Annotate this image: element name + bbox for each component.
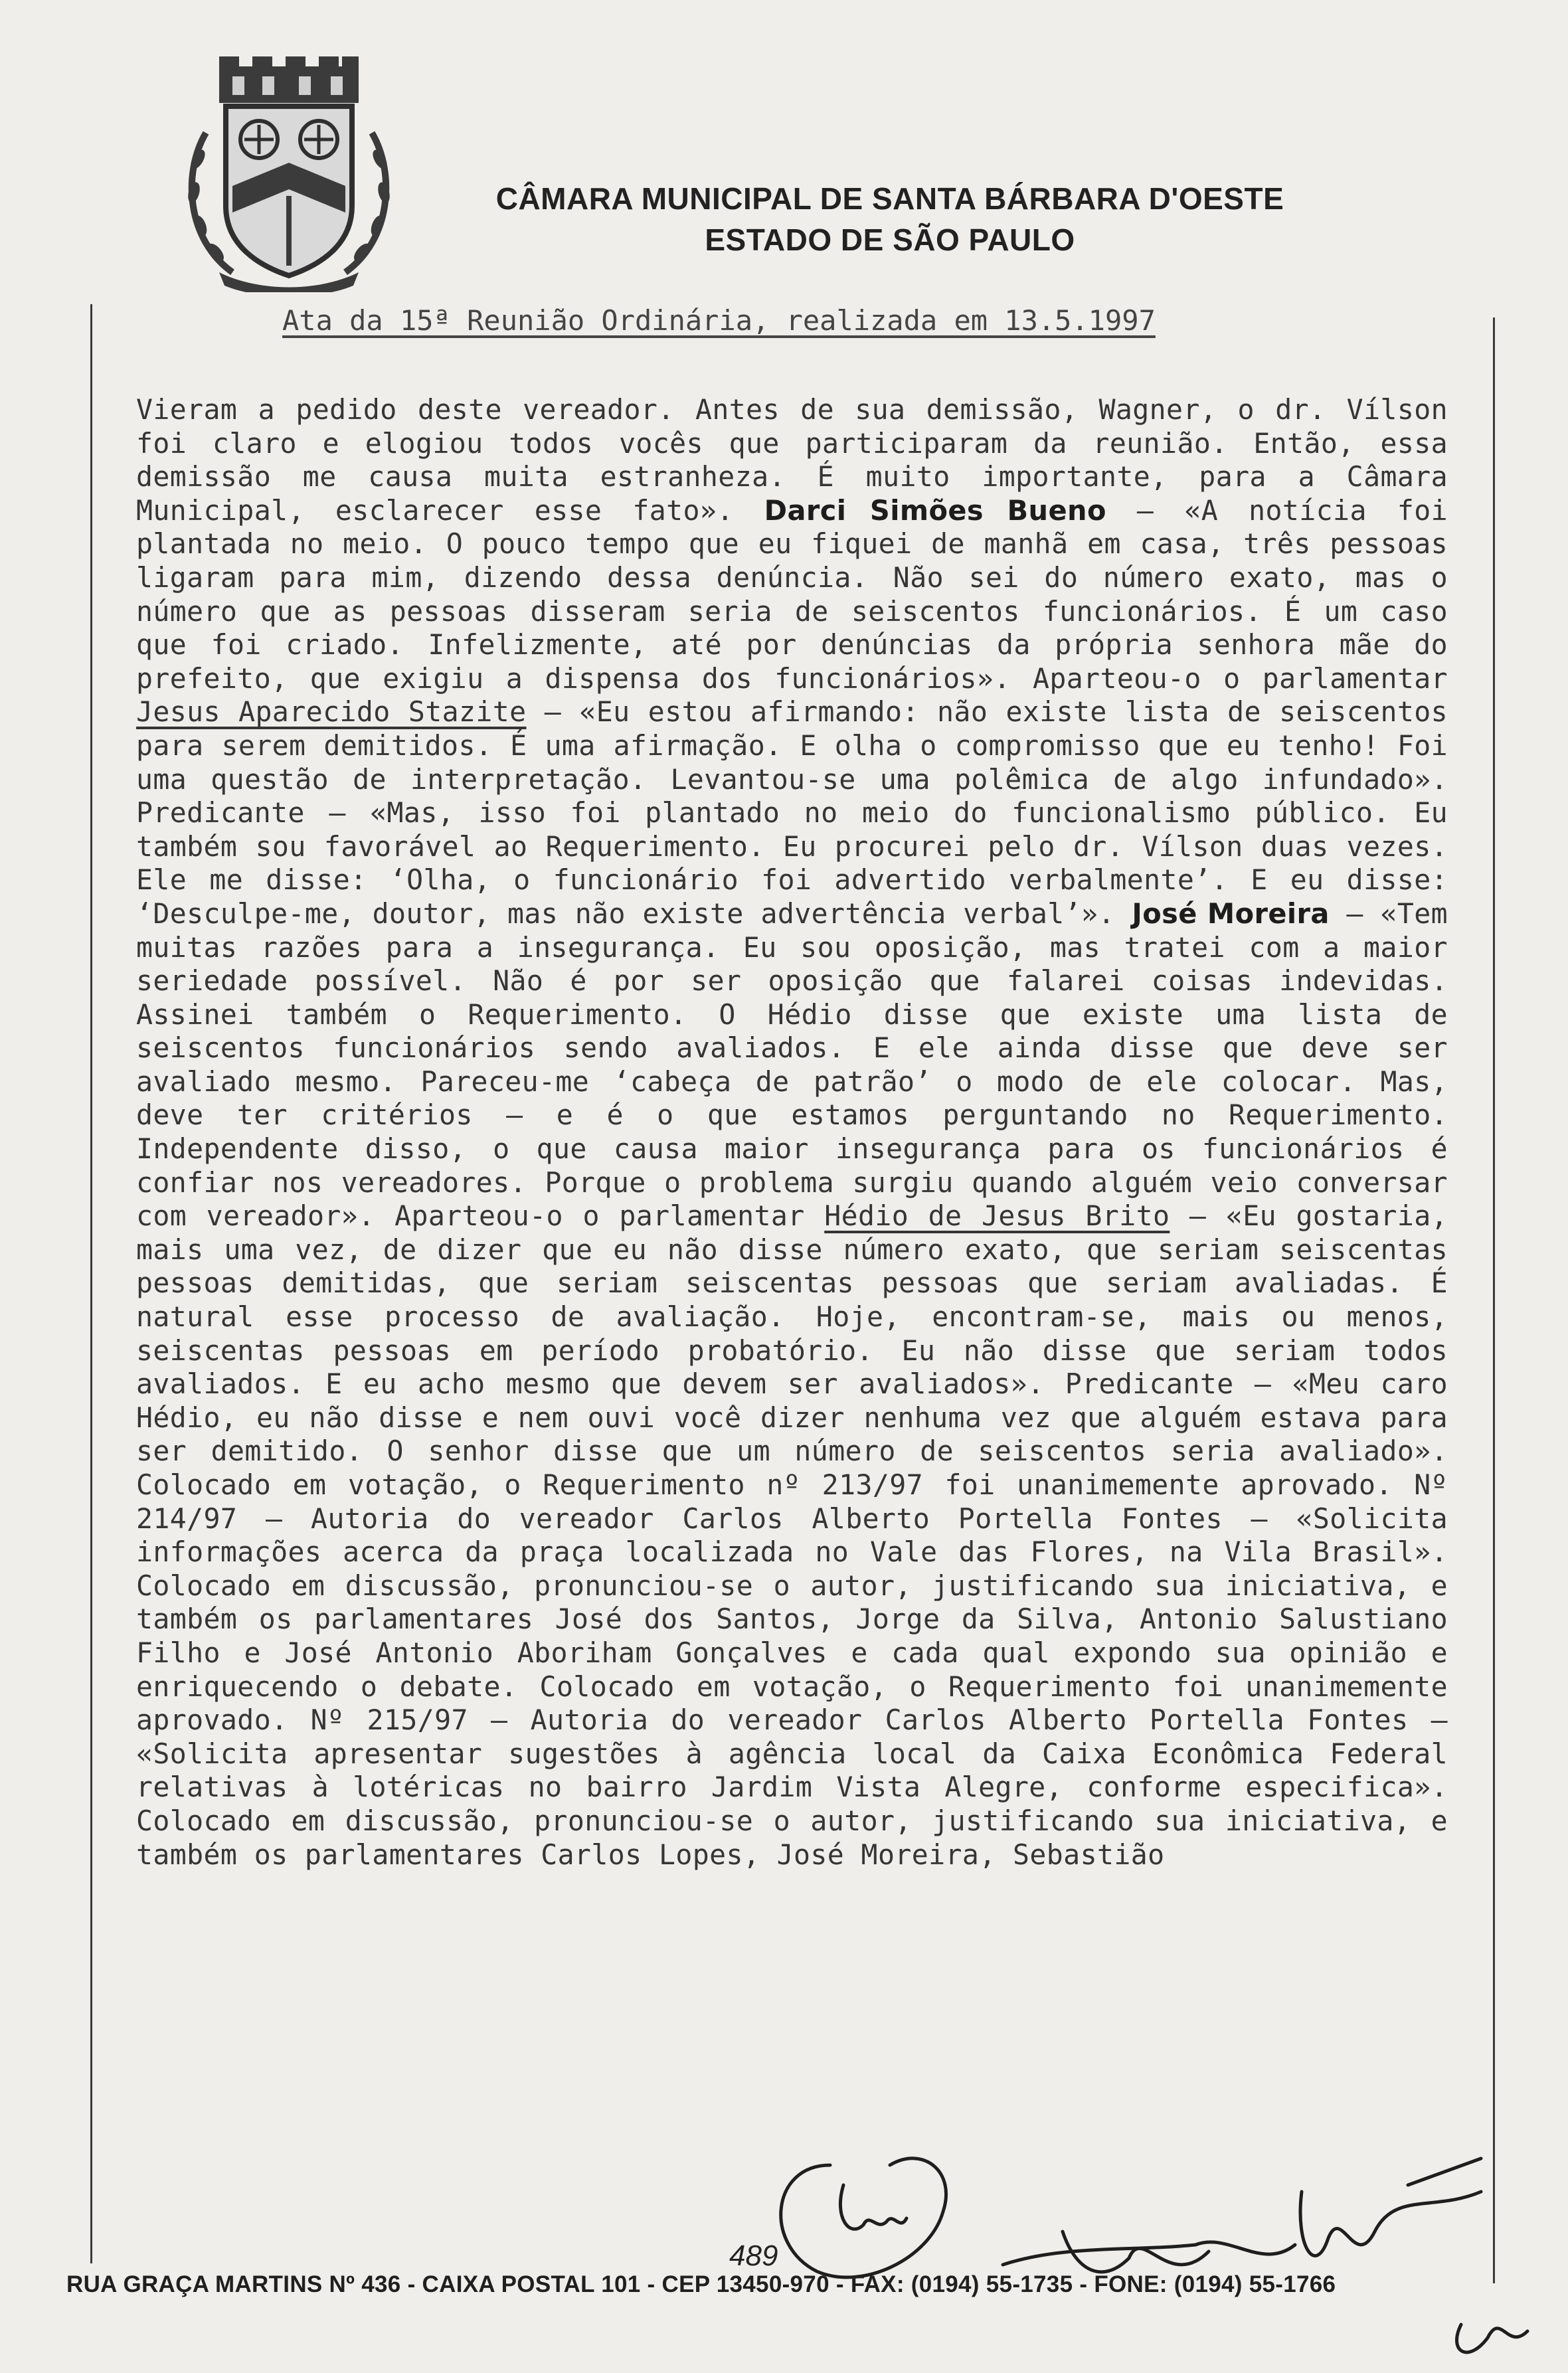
header-state-name: ESTADO DE SÃO PAULO <box>705 222 1075 257</box>
municipal-coat-of-arms <box>179 53 398 292</box>
speaker-jose-moreira: José Moreira <box>1132 897 1330 930</box>
body-text-4: – «Tem muitas razões para a insegurança. Eu sou oposição, mas tratei com a maior seriedade possível. Não é por ser oposição que falarei coisas indevidas. Assinei também o Requerimento. O Hédio disse que existe uma lista de seiscentos funcionários sendo avaliados. E ele ainda disse que deve ser avaliado mesmo. Pareceu-me ‘cabeça de patrão’ o modo de ele colocar. Mas, deve ter critérios – e é o que estamos perguntando no Requerimento. Independente disso, o que causa maior insegurança para os funcionários é confiar nos vereadores. Porque o problema surgiu quando alguém veio conversar com vereador». Aparteou-o o parlamentar <box>136 897 1448 1233</box>
body-text-2: – «A notícia foi plantada no meio. O pouco tempo que eu fiquei de manhã em casa, três pessoas ligaram para mim, dizendo dessa denúncia. Não sei do número exato, mas o número que as pessoas disseram seria de seiscentos funcionários. É um caso que foi criado. Infelizmente, até por denúncias da própria senhora mãe do prefeito, que exigiu a dispensa dos funcionários». Aparteou-o o parlamentar <box>136 493 1448 695</box>
minutes-title: Ata da 15ª Reunião Ordinária, realizada em 13.5.1997 <box>282 304 1156 337</box>
header-chamber-name: CÂMARA MUNICIPAL DE SANTA BÁRBARA D'OESTE <box>495 181 1284 216</box>
footer-address: RUA GRAÇA MARTINS Nº 436 - CAIXA POSTAL 101 - CEP 13450-970 - FAX: (0194) 55-1735 - FONE: (0194) 55-1766 <box>66 2271 1336 2297</box>
speaker-hedio-de-jesus-brito: Hédio de Jesus Brito <box>824 1199 1170 1233</box>
right-margin-rule <box>1493 317 1495 2283</box>
speaker-jesus-aparecido-stazite: Jesus Aparecido Stazite <box>136 695 527 729</box>
left-margin-rule <box>90 304 92 2263</box>
body-text-3: – «Eu estou afirmando: não existe lista de seiscentos para serem demitidos. É uma afirmação. E olha o compromisso que eu tenho! Foi uma questão de interpretação. Levantou-se uma polêmica de algo infundado». Predicante – «Mas, isso foi plantado no meio do funcionalismo público. Eu também sou favorável ao Requerimento. Eu procurei pelo dr. Vílson duas vezes. Ele me disse: ‘Olha, o funcionário foi advertido verbalmente’. E eu disse: ‘Desculpe-me, doutor, mas não existe advertência verbal’». <box>136 695 1448 930</box>
body-text-1: Vieram a pedido deste vereador. Antes de sua demissão, Wagner, o dr. Vílson foi claro e elogiou todos vocês que participaram da reunião. Então, essa demissão me causa muita estranheza. É muito importante, para a Câmara Municipal, esclarecer esse fato». <box>136 393 1448 527</box>
minutes-body <box>136 393 1448 1872</box>
speaker-darci-simoes-bueno: Darci Simões Bueno <box>764 493 1106 527</box>
page-number: 489 <box>729 2240 778 2272</box>
body-text-5: – «Eu gostaria, mais uma vez, de dizer que eu não disse número exato, que seriam seiscentas pessoas demitidas, que seriam seiscentas pessoas que seriam avaliadas. É natural esse processo de avaliação. Hoje, encontram-se, mais ou menos, seiscentas pessoas em período probatório. Eu não disse que seriam todos avaliados. E eu acho mesmo que devem ser avaliados». Predicante – «Meu caro Hédio, eu não disse e nem ouvi você dizer nenhuma vez que alguém estava para ser demitido. O senhor disse que um número de seiscentos seria avaliado». Colocado em votação, o Requerimento nº 213/97 foi unanimemente aprovado. Nº 214/97 – Autoria do vereador Carlos Alberto Portella Fontes – «Solicita informações acerca da praça localizada no Vale das Flores, na Vila Brasil». Colocado em discussão, pronunciou-se o autor, justificando sua iniciativa, e também os parlamentares José dos Santos, Jorge da Silva, Antonio Salustiano Filho e José Antonio Aboriham Gonçalves e cada qual expondo sua opinião e enriquecendo o debate. Colocado em votação, o Requerimento foi unanimemente aprovado. Nº 215/97 – Autoria do vereador Carlos Alberto Portella Fontes – «Solicita apresentar sugestões à agência local da Caixa Econômica Federal relativas à lotéricas no bairro Jardim Vista Alegre, conforme especifica». Colocado em discussão, pronunciou-se o autor, justificando sua iniciativa, e também os parlamentares Carlos Lopes, José Moreira, Sebastião <box>136 1199 1448 1871</box>
